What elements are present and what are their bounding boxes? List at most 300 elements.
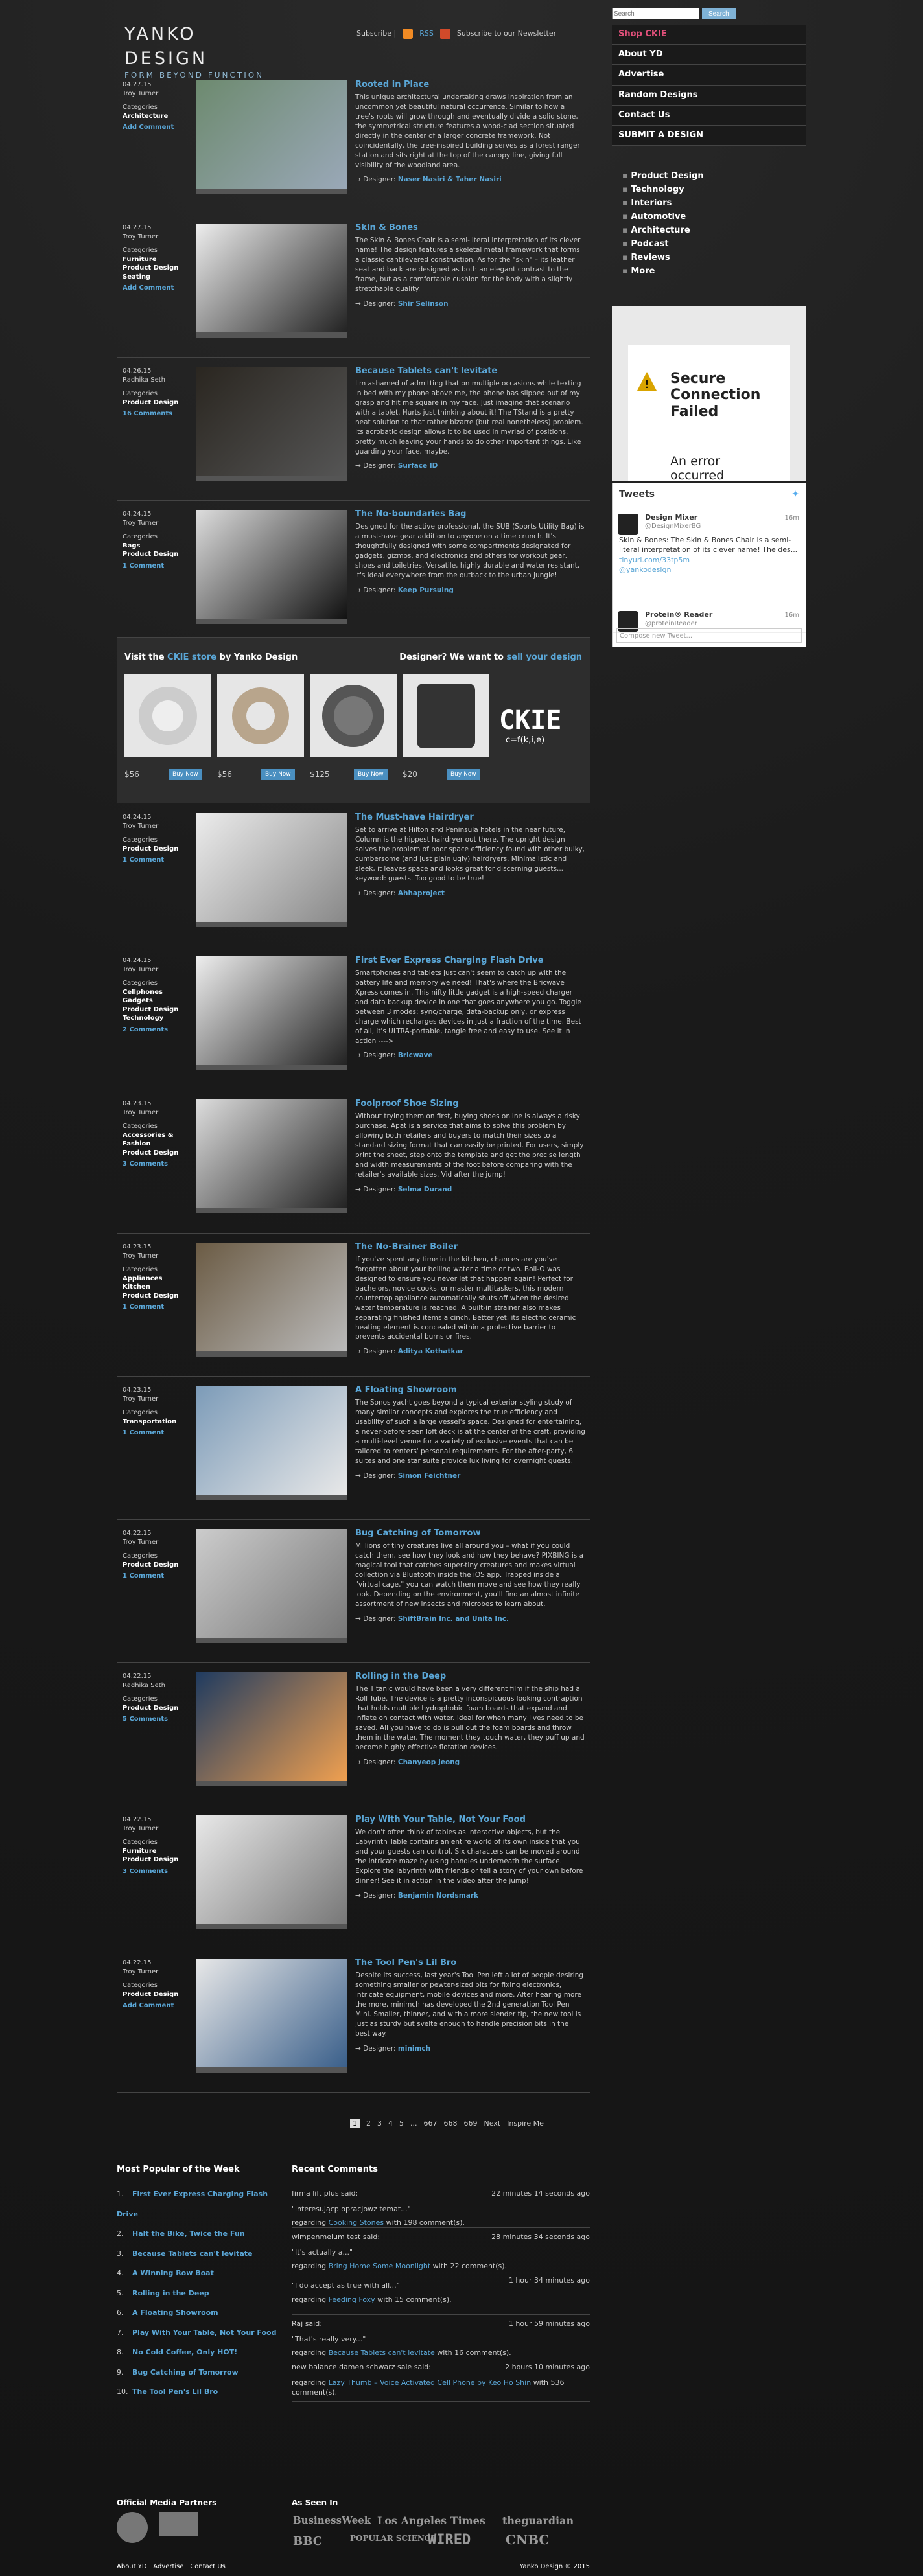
post-comments-link[interactable]: Add Comment bbox=[123, 284, 174, 292]
categories-label: Categories bbox=[123, 836, 158, 844]
popular-item[interactable] bbox=[117, 2244, 279, 2264]
designer-link[interactable]: Simon Feichtner bbox=[397, 1471, 461, 1480]
post-author[interactable]: Troy Turner bbox=[123, 1968, 159, 1975]
cat-more[interactable]: ▪ More bbox=[622, 264, 806, 278]
post-title[interactable]: First Ever Express Charging Flash Drive bbox=[355, 956, 544, 965]
subscribe-bar bbox=[356, 29, 556, 39]
post-title[interactable]: Bug Catching of Tomorrow bbox=[355, 1528, 481, 1538]
post-author[interactable]: Troy Turner bbox=[123, 1109, 159, 1116]
designer-link[interactable]: ShiftBrain Inc. and Unita Inc. bbox=[397, 1615, 509, 1623]
recent-comments bbox=[292, 2164, 590, 2402]
post-body bbox=[355, 1814, 585, 1900]
post-author[interactable]: Troy Turner bbox=[123, 1395, 159, 1403]
popular-item[interactable] bbox=[117, 2303, 279, 2323]
post-meta bbox=[123, 367, 194, 419]
designer-link[interactable]: Benjamin Nordsmark bbox=[397, 1891, 478, 1900]
post-date: 04.23.15 bbox=[123, 1386, 152, 1394]
footer-links[interactable]: About YD | Advertise | Contact Us bbox=[117, 2563, 226, 2570]
comment-time: 1 hour 59 minutes ago bbox=[508, 2319, 590, 2329]
popular-rank: 4. bbox=[117, 2269, 124, 2278]
store-item-4[interactable] bbox=[403, 674, 489, 757]
newsletter-icon[interactable] bbox=[440, 29, 450, 39]
post bbox=[117, 501, 590, 644]
post-thumbnail[interactable] bbox=[196, 1243, 347, 1357]
post-author[interactable]: Troy Turner bbox=[123, 1824, 159, 1832]
categories-label: Categories bbox=[123, 1839, 158, 1846]
post-excerpt: Designed for the active professional, the SUB (Sports Utility Bag) is a must-have gear addition to anyone on a time crunch. It's thoughtfully designed with some compartments designated for gadgets, gizmos, and electronics and others for workout gear, shoes and toiletries. Versatile, highly durable and water resistant, it's ideal everywhere from the outback to the urban jungle! bbox=[355, 523, 585, 579]
store-item-2[interactable] bbox=[217, 674, 304, 757]
post-title[interactable]: Because Tablets can't levitate bbox=[355, 366, 498, 376]
store-item-3[interactable] bbox=[310, 674, 397, 757]
popular-item[interactable] bbox=[117, 2284, 279, 2304]
tweet-mention[interactable]: @yankodesign bbox=[619, 566, 672, 575]
comment-post-link[interactable]: Feeding Foxy bbox=[328, 2295, 375, 2304]
logo-tagline: FORM BEYOND FUNCTION bbox=[124, 70, 264, 80]
rss-link[interactable]: RSS bbox=[419, 29, 434, 38]
page-link[interactable]: 2 bbox=[366, 2119, 371, 2128]
page-link[interactable]: 667 bbox=[423, 2119, 438, 2128]
post-date: 04.22.15 bbox=[123, 1959, 152, 1966]
post-thumbnail[interactable] bbox=[196, 1815, 347, 1929]
post-category[interactable]: Product Design bbox=[123, 1292, 179, 1300]
post-comments-link[interactable]: 1 Comment bbox=[123, 857, 165, 864]
post-date: 04.22.15 bbox=[123, 1530, 152, 1537]
newsletter-link[interactable]: Subscribe to our Newsletter bbox=[456, 29, 557, 38]
categories-label: Categories bbox=[123, 1266, 158, 1273]
post-date: 04.23.15 bbox=[123, 1100, 152, 1107]
categories-label: Categories bbox=[123, 1123, 158, 1130]
press-logo-bbc: BBC bbox=[293, 2535, 323, 2548]
designer-link[interactable]: Shir Selinson bbox=[397, 299, 449, 308]
post-designer: → Designer: Bricwave bbox=[355, 1052, 433, 1060]
post-designer: → Designer: Surface ID bbox=[355, 462, 438, 470]
post-comments-link[interactable]: 1 Comment bbox=[123, 1572, 165, 1580]
post-author[interactable]: Troy Turner bbox=[123, 1252, 159, 1259]
post-category[interactable]: Product Design bbox=[123, 1006, 179, 1013]
post-category[interactable]: Bags bbox=[123, 542, 141, 549]
tweet-time: 16m bbox=[784, 514, 799, 522]
popular-title: Most Popular of the Week bbox=[117, 2165, 240, 2174]
popular-item[interactable] bbox=[117, 2382, 279, 2402]
comment-item bbox=[292, 2228, 590, 2271]
post bbox=[117, 1234, 590, 1377]
post-title[interactable]: The Must-have Hairdryer bbox=[355, 812, 474, 822]
tweet-handle: @DesignMixerBG bbox=[645, 522, 701, 530]
post-excerpt: This unique architectural undertaking draws inspiration from an uncommon yet beautiful natural occurrence. Similar to how a tree's roots will grow through and eventually divide a solid stone, the symmetrical structure features a wood-clad section situated directly in the center of a larger concrete framework. Not coincidentally, the tree-inspired building serves as a forest ranger station and sits right at the top of the canopy line, giving full visibility of the woodland area. bbox=[355, 93, 580, 169]
comment-time: 2 hours 10 minutes ago bbox=[505, 2363, 590, 2372]
categories-label: Categories bbox=[123, 1696, 158, 1703]
post-comments-link[interactable]: 3 Comments bbox=[123, 1160, 169, 1167]
post-designer: → Designer: Naser Nasiri & Taher Nasiri bbox=[355, 176, 502, 184]
post-date: 04.27.15 bbox=[123, 81, 152, 88]
ad-frame bbox=[612, 306, 806, 481]
post-date: 04.22.15 bbox=[123, 1673, 152, 1680]
post-meta bbox=[123, 813, 194, 865]
post-title[interactable]: The Tool Pen's Lil Bro bbox=[355, 1958, 457, 1968]
post-categories bbox=[123, 836, 194, 853]
categories-label: Categories bbox=[123, 1982, 158, 1989]
error-card bbox=[628, 345, 790, 481]
comment-post-link[interactable]: Cooking Stones bbox=[328, 2218, 384, 2227]
post-thumbnail[interactable] bbox=[196, 510, 347, 624]
post-title[interactable]: Rolling in the Deep bbox=[355, 1672, 447, 1681]
press-logo-businessweek: BusinessWeek bbox=[293, 2514, 371, 2526]
popular-title-link[interactable]: A Floating Showroom bbox=[132, 2308, 218, 2317]
post-category[interactable]: Kitchen bbox=[123, 1283, 150, 1291]
post-meta bbox=[123, 956, 194, 1034]
post-body bbox=[355, 1528, 585, 1624]
post-title[interactable]: Play With Your Table, Not Your Food bbox=[355, 1815, 526, 1824]
post-author[interactable]: Troy Turner bbox=[123, 1538, 159, 1546]
post-body bbox=[355, 1385, 585, 1480]
popular-item[interactable] bbox=[117, 2323, 279, 2343]
post-date: 04.22.15 bbox=[123, 1816, 152, 1823]
post-designer: → Designer: Selma Durand bbox=[355, 1185, 452, 1193]
post-categories bbox=[123, 1122, 194, 1157]
designer-link[interactable]: Bricwave bbox=[397, 1052, 433, 1060]
post-comments-link[interactable]: Add Comment bbox=[123, 124, 174, 131]
popular-item[interactable] bbox=[117, 2343, 279, 2363]
store-price-2: $56 bbox=[217, 770, 232, 779]
post-categories bbox=[123, 1838, 194, 1865]
sidebar bbox=[612, 8, 806, 278]
buy-button-1[interactable]: Buy Now bbox=[169, 769, 202, 780]
cat-automotive[interactable]: ▪ Automotive bbox=[622, 210, 806, 224]
page-link[interactable]: Inspire Me bbox=[507, 2119, 544, 2128]
store-link[interactable]: CKIE store bbox=[167, 652, 217, 662]
press-logo-latimes: Los Angeles Times bbox=[377, 2514, 485, 2527]
post-excerpt: We don't often think of tables as interactive objects, but the Labyrinth Table contains an entire world of its own inside that you and your guests can control. Six characters can be moved around the intricate maze by using handles underneath the surface. Explore the labyrinth with friends or tell a story of your own before dinner! See it in action in the video after the jump! bbox=[355, 1828, 583, 1885]
comment-time: 1 hour 34 minutes ago bbox=[508, 2276, 590, 2285]
tweet-1[interactable] bbox=[613, 507, 806, 604]
post-title[interactable]: The No-boundaries Bag bbox=[355, 509, 467, 519]
comment-quote[interactable]: "It's actually a..." bbox=[292, 2248, 353, 2257]
post-date: 04.24.15 bbox=[123, 511, 152, 518]
popular-title-link[interactable]: Play With Your Table, Not Your Food bbox=[132, 2328, 277, 2337]
post-category[interactable]: Product Design bbox=[123, 1990, 179, 1998]
recent-list bbox=[292, 2185, 590, 2402]
post-thumbnail[interactable] bbox=[196, 1099, 347, 1213]
post-thumbnail[interactable] bbox=[196, 367, 347, 481]
post-categories bbox=[123, 1552, 194, 1569]
compose-tweet-input[interactable]: Compose new Tweet... bbox=[616, 628, 802, 643]
as-seen-in-title: As Seen In bbox=[292, 2498, 338, 2507]
post-category[interactable]: Product Design bbox=[123, 1856, 179, 1863]
cat-architecture[interactable]: ▪ Architecture bbox=[622, 224, 806, 237]
buy-button-3[interactable]: Buy Now bbox=[354, 769, 388, 780]
categories-label: Categories bbox=[123, 390, 158, 397]
comment-quote[interactable]: "I do accept as true with all..." bbox=[292, 2281, 400, 2290]
error-text: An error occurred bbox=[670, 454, 725, 483]
post-category[interactable]: Transportation bbox=[123, 1418, 177, 1425]
menu-submit[interactable]: SUBMIT A DESIGN bbox=[612, 126, 806, 146]
post-date: 04.27.15 bbox=[123, 224, 152, 231]
designer-link[interactable]: Keep Pursuing bbox=[397, 586, 454, 594]
post bbox=[117, 214, 590, 358]
post-author[interactable]: Troy Turner bbox=[123, 89, 159, 97]
partner-logo-2[interactable] bbox=[159, 2512, 198, 2536]
press-logo-cnbc: CNBC bbox=[506, 2532, 550, 2547]
cat-podcast[interactable]: ▪ Podcast bbox=[622, 237, 806, 251]
post-title[interactable]: The No-Brainer Boiler bbox=[355, 1242, 458, 1252]
page-link[interactable]: Next bbox=[484, 2119, 501, 2128]
post-categories bbox=[123, 389, 194, 407]
post-date: 04.24.15 bbox=[123, 957, 152, 964]
post-excerpt: Despite its success, last year's Tool Pen left a lot of people desiring something smaller or pewter-sized bits for fixing electronics, intricate equipment, mobile devices and more. After hearing more the more, minimch has developed the 2nd generation Tool Pen Mini. Smaller, thinner, and with a more slender tip, the new tool is just as sturdy but svelte enough to handle precision bits in the best way. bbox=[355, 1972, 584, 2038]
post-excerpt: I'm ashamed of admitting that on multiple occasions while texting in bed with my phone above me, the phone has slipped out of my grasp and hit me square in my face. Just imagine that scenario with a tablet. Hurts just thinking about it! The TStand is a pretty neat solution to that rather bizarre (but real nonetheless) problem. Its acrobatic design allows it to be used in myriad of positions, pretty much leaving your hands to do other important things. Like guarding your face, maybe. bbox=[355, 380, 583, 455]
post-thumbnail[interactable] bbox=[196, 1959, 347, 2073]
comment-regarding: regarding Cooking Stones with 198 comment(s). bbox=[292, 2218, 465, 2227]
ckie-formula: c=f(k,i,e) bbox=[506, 735, 545, 745]
post-comments-link[interactable]: 1 Comment bbox=[123, 562, 165, 569]
search-form bbox=[612, 8, 806, 19]
post bbox=[117, 1090, 590, 1234]
post-excerpt: The Sonos yacht goes beyond a typical exterior styling study of many similar concepts and explores the true efficiency and usability of such a large vessel's space. Designed for entertaining, a never-before-seen loft deck is at the center of the craft, providing a multi-level venue for a variety of exclusive events that can be tailored to renters' personal requirements. For the after-party, 6 suites and one star suite provide lux living for overnight guests. bbox=[355, 1399, 585, 1465]
post-thumbnail[interactable] bbox=[196, 813, 347, 927]
categories-label: Categories bbox=[123, 247, 158, 254]
post-category[interactable]: Product Design bbox=[123, 1561, 179, 1569]
post-excerpt: The Titanic would have been a very different film if the ship had a Roll Tube. The device is a pretty inconspicuous looking contraption that holds multiple hydrophobic foam boards that expand and inflate on contact with water. Ideal for when many lives need to be saved. All you have to do is pull out the foam boards and throw them in the water. The moment they touch water, they puff up and become highly effective flotation devices. bbox=[355, 1685, 585, 1751]
page-link[interactable]: 669 bbox=[463, 2119, 478, 2128]
post-author[interactable]: Troy Turner bbox=[123, 965, 159, 973]
categories-label: Categories bbox=[123, 533, 158, 540]
menu-contact[interactable]: Contact Us bbox=[612, 106, 806, 126]
post-category[interactable]: Product Design bbox=[123, 1704, 179, 1712]
most-popular bbox=[117, 2164, 279, 2402]
post-author[interactable]: Troy Turner bbox=[123, 822, 159, 830]
rss-icon[interactable] bbox=[403, 29, 413, 39]
post-meta bbox=[123, 1386, 194, 1438]
post-category[interactable]: Product Design bbox=[123, 845, 179, 853]
post-category[interactable]: Architecture bbox=[123, 112, 169, 120]
sidebar-menu-categories bbox=[612, 169, 806, 278]
popular-rank: 7. bbox=[117, 2328, 124, 2337]
post bbox=[117, 1806, 590, 1949]
post-category[interactable]: Product Design bbox=[123, 398, 179, 406]
post-thumbnail[interactable] bbox=[196, 1386, 347, 1500]
designer-link[interactable]: Aditya Kothatkar bbox=[397, 1348, 463, 1356]
comment-item bbox=[292, 2271, 590, 2315]
designer-link[interactable]: Surface ID bbox=[397, 462, 438, 470]
cat-reviews[interactable]: ▪ Reviews bbox=[622, 251, 806, 264]
post-category[interactable]: Furniture bbox=[123, 1847, 157, 1855]
post-author[interactable]: Troy Turner bbox=[123, 233, 159, 240]
popular-title-link[interactable]: No Cold Coffee, Only HOT! bbox=[132, 2348, 238, 2357]
post-designer: → Designer: Shir Selinson bbox=[355, 299, 449, 308]
post-meta bbox=[123, 1529, 194, 1581]
post bbox=[117, 358, 590, 501]
designer-link[interactable]: Chanyeop Jeong bbox=[397, 1758, 460, 1766]
post-designer: → Designer: Keep Pursuing bbox=[355, 586, 454, 594]
error-title: Secure Connection Failed bbox=[670, 371, 761, 420]
post-author[interactable]: Radhika Seth bbox=[123, 376, 166, 384]
cat-product-design[interactable]: ▪ Product Design bbox=[622, 169, 806, 183]
popular-title-link[interactable]: Bug Catching of Tomorrow bbox=[132, 2367, 239, 2376]
post-meta bbox=[123, 80, 194, 132]
designer-link[interactable]: Selma Durand bbox=[397, 1185, 452, 1193]
post-category[interactable]: Accessories & Fashion bbox=[123, 1131, 174, 1147]
twitter-bird-icon[interactable]: ✦ bbox=[791, 489, 799, 500]
cat-technology[interactable]: ▪ Technology bbox=[622, 183, 806, 196]
post-comments-link[interactable]: 5 Comments bbox=[123, 1716, 169, 1723]
popular-title-link[interactable]: Rolling in the Deep bbox=[132, 2288, 209, 2297]
post-designer: → Designer: minimch bbox=[355, 2044, 431, 2053]
menu-random[interactable]: Random Designs bbox=[612, 86, 806, 106]
comment-time: 22 minutes 14 seconds ago bbox=[491, 2189, 590, 2198]
post-body bbox=[355, 812, 585, 898]
tweet-author: Design Mixer bbox=[645, 512, 698, 522]
popular-title-link[interactable]: First Ever Express Charging Flash Drive bbox=[117, 2190, 268, 2218]
post bbox=[117, 1520, 590, 1663]
post-thumbnail[interactable] bbox=[196, 80, 347, 194]
post-categories bbox=[123, 533, 194, 559]
press-logo-wired: WIRED bbox=[428, 2532, 471, 2548]
press-logo-guardian: theguardian bbox=[502, 2514, 574, 2527]
cat-interiors[interactable]: ▪ Interiors bbox=[622, 196, 806, 210]
page-link[interactable]: 5 bbox=[399, 2119, 404, 2128]
post-thumbnail[interactable] bbox=[196, 956, 347, 1070]
post-categories bbox=[123, 1409, 194, 1426]
post-category[interactable]: Cellphones bbox=[123, 988, 163, 996]
sidebar-menu-primary bbox=[612, 25, 806, 146]
post-comments-link[interactable]: 16 Comments bbox=[123, 410, 173, 417]
search-button[interactable]: Search bbox=[702, 8, 736, 19]
page-link[interactable]: 3 bbox=[377, 2119, 382, 2128]
post-comments-link[interactable]: 1 Comment bbox=[123, 1304, 165, 1311]
designer-link[interactable]: Ahhaproject bbox=[397, 889, 445, 897]
post-category[interactable]: Product Design bbox=[123, 1149, 179, 1156]
post-comments-link[interactable]: 3 Comments bbox=[123, 1867, 169, 1875]
comment-item bbox=[292, 2185, 590, 2228]
categories-label: Categories bbox=[123, 1552, 158, 1559]
store-item-1[interactable] bbox=[124, 674, 211, 757]
post-categories bbox=[123, 1981, 194, 1999]
page-link[interactable]: 4 bbox=[388, 2119, 393, 2128]
store-price-1: $56 bbox=[124, 770, 139, 779]
tweet-handle: @proteinReader bbox=[645, 619, 697, 627]
comment-post-link[interactable]: Bring Home Some Moonlight bbox=[328, 2261, 431, 2270]
post-categories bbox=[123, 246, 194, 281]
comment-post-link[interactable]: Because Tablets can't levitate bbox=[328, 2348, 435, 2357]
post-meta bbox=[123, 1243, 194, 1312]
post-body bbox=[355, 509, 585, 595]
post-comments-link[interactable]: 2 Comments bbox=[123, 1026, 169, 1033]
popular-item[interactable] bbox=[117, 2264, 279, 2284]
comment-author: wimpenmelum test said: bbox=[292, 2233, 380, 2242]
post-meta bbox=[123, 510, 194, 570]
logo-name: YANKO DESIGN bbox=[124, 24, 208, 69]
comment-item bbox=[292, 2315, 590, 2358]
comment-regarding: regarding Bring Home Some Moonlight with 22 comment(s). bbox=[292, 2261, 508, 2270]
store-price-4: $20 bbox=[403, 770, 417, 779]
post-title[interactable]: A Floating Showroom bbox=[355, 1385, 457, 1395]
popular-item[interactable] bbox=[117, 2185, 279, 2224]
designer-link[interactable]: Naser Nasiri & Taher Nasiri bbox=[397, 176, 502, 184]
post-title[interactable]: Rooted in Place bbox=[355, 80, 430, 89]
post-meta bbox=[123, 1672, 194, 1724]
popular-rank: 3. bbox=[117, 2249, 124, 2258]
post-author[interactable]: Radhika Seth bbox=[123, 1681, 166, 1689]
partner-logo-1[interactable] bbox=[117, 2512, 148, 2543]
comment-quote[interactable]: "interesującp opracjowz temat..." bbox=[292, 2204, 411, 2213]
popular-title-link[interactable]: Halt the Bike, Twice the Fun bbox=[132, 2229, 245, 2238]
post-category[interactable]: Furniture bbox=[123, 255, 157, 263]
popular-title-link[interactable]: The Tool Pen's Lil Bro bbox=[132, 2387, 218, 2397]
tweets-title: Tweets bbox=[613, 483, 806, 507]
post-category[interactable]: Appliances bbox=[123, 1274, 163, 1282]
post-comments-link[interactable]: Add Comment bbox=[123, 2002, 174, 2009]
comment-author: Raj said: bbox=[292, 2319, 322, 2329]
post-category[interactable]: Product Design bbox=[123, 551, 179, 558]
designer-link[interactable]: minimch bbox=[397, 2044, 431, 2053]
menu-advertise[interactable]: Advertise bbox=[612, 65, 806, 85]
post-title[interactable]: Skin & Bones bbox=[355, 223, 418, 233]
post-thumbnail[interactable] bbox=[196, 1672, 347, 1786]
comment-author: new balance damen schwarz sale said: bbox=[292, 2363, 431, 2372]
sell-link[interactable]: sell your design bbox=[506, 652, 582, 662]
post-excerpt: Millions of tiny creatures live all around you – what if you could catch them, see how they look and how they behave? PIXBING is a magical tool that catches super-tiny creatures and makes virtual collection via Bluetooth inside the iOS app. Trapped inside a "virtual cage," you can watch them move and see how they really look. Depending on the environment, you'll find an almost infinite assortment of new insects and microbes to learn about. bbox=[355, 1542, 584, 1608]
post-comments-link[interactable]: 1 Comment bbox=[123, 1429, 165, 1436]
categories-label: Categories bbox=[123, 1409, 158, 1416]
page-link[interactable]: 668 bbox=[443, 2119, 458, 2128]
post bbox=[117, 1663, 590, 1806]
post-category[interactable]: Gadgets bbox=[123, 997, 153, 1004]
pagination bbox=[350, 2119, 544, 2128]
post-categories bbox=[123, 1265, 194, 1300]
post-title[interactable]: Foolproof Shoe Sizing bbox=[355, 1099, 459, 1109]
post-category[interactable]: Seating bbox=[123, 273, 151, 281]
post bbox=[117, 71, 590, 214]
post-body bbox=[355, 365, 585, 471]
buy-button-4[interactable]: Buy Now bbox=[447, 769, 480, 780]
popular-title-link[interactable]: Because Tablets can't levitate bbox=[132, 2249, 253, 2258]
post-category[interactable]: Technology bbox=[123, 1015, 164, 1022]
post-date: 04.24.15 bbox=[123, 814, 152, 821]
popular-item[interactable] bbox=[117, 2363, 279, 2383]
buy-button-2[interactable]: Buy Now bbox=[261, 769, 295, 780]
page-current: 1 bbox=[350, 2119, 360, 2128]
post-body bbox=[355, 222, 585, 308]
post-categories bbox=[123, 979, 194, 1023]
post-meta bbox=[123, 1815, 194, 1876]
subscribe-label: Subscribe | bbox=[356, 29, 397, 38]
post-category[interactable]: Product Design bbox=[123, 264, 179, 271]
comment-quote[interactable]: "That's really very..." bbox=[292, 2334, 366, 2343]
search-input[interactable] bbox=[612, 8, 699, 19]
menu-about[interactable]: About YD bbox=[612, 45, 806, 65]
popular-rank: 5. bbox=[117, 2288, 124, 2297]
tweet-link[interactable]: tinyurl.com/33tp5m bbox=[619, 555, 690, 564]
post-thumbnail[interactable] bbox=[196, 1529, 347, 1643]
post-designer: → Designer: Chanyeop Jeong bbox=[355, 1758, 460, 1766]
popular-rank: 6. bbox=[117, 2308, 124, 2317]
post-body bbox=[355, 1241, 585, 1357]
tweet-text: Skin & Bones: The Skin & Bones Chair is a semi-literal interpretation of its clever name! The des... bbox=[619, 535, 798, 555]
popular-title-link[interactable]: A Winning Row Boat bbox=[132, 2269, 214, 2278]
menu-shop-ckie[interactable]: Shop CKIE bbox=[612, 25, 806, 45]
post-thumbnail[interactable] bbox=[196, 224, 347, 338]
popular-item[interactable] bbox=[117, 2224, 279, 2244]
page-link[interactable]: ... bbox=[410, 2119, 417, 2128]
post-designer: → Designer: Ahhaproject bbox=[355, 889, 445, 897]
post-body bbox=[355, 1671, 585, 1767]
popular-list bbox=[117, 2185, 279, 2402]
comment-post-link[interactable]: Lazy Thumb – Voice Activated Cell Phone by Keo Ho Shin bbox=[328, 2378, 532, 2387]
post-excerpt: Smartphones and tablets just can't seem to catch up with the battery life and memory we need! That's where the Bricwave Xpress comes in. This nifty little gadget is a high-speed charger and data backup device in one that goes anywhere you go. Toggle between 3 modes: sync/charge, data-backup only, or express charge which recharges devices in just a fraction of the time. Best of all, it's ULTRA-portable, tangle free and easy to use. See it in action ----> bbox=[355, 969, 581, 1045]
post-author[interactable]: Troy Turner bbox=[123, 519, 159, 527]
comment-regarding: regarding Because Tablets can't levitate with 16 comment(s). bbox=[292, 2348, 511, 2357]
store-heading: Visit the CKIE store by Yanko Design bbox=[124, 652, 298, 662]
